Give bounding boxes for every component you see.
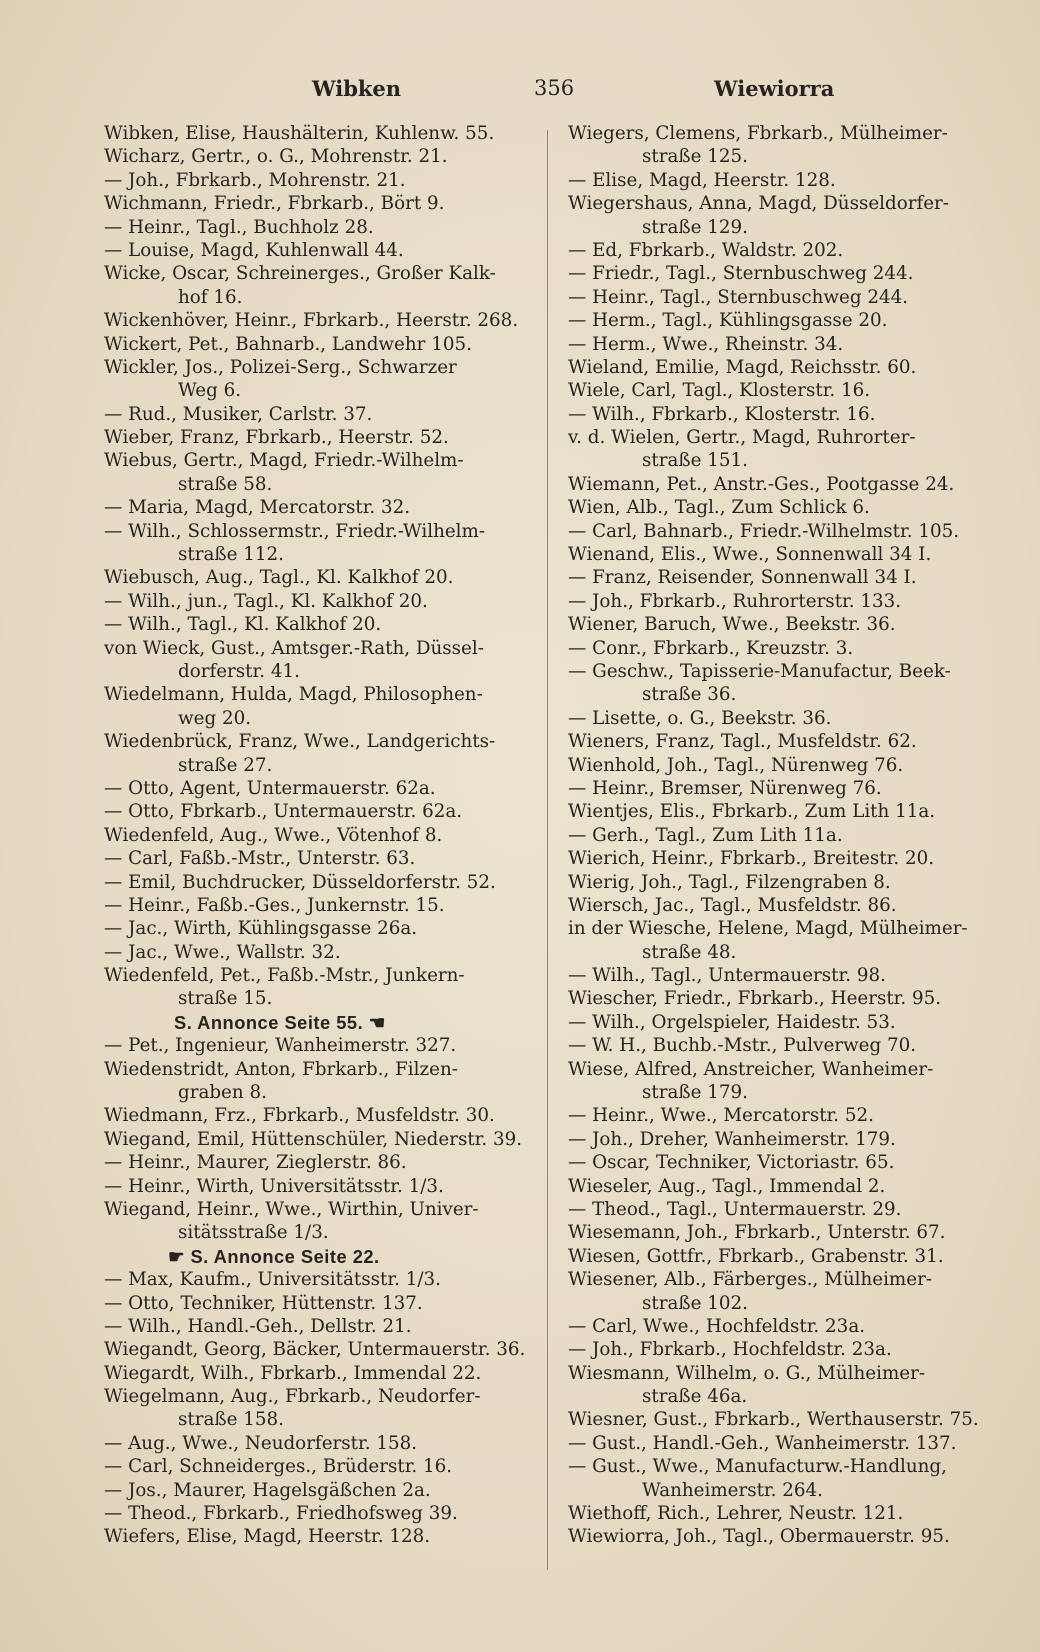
directory-entry: Wientjes, Elis., Fbrkarb., Zum Lith 11a. <box>568 801 936 823</box>
directory-entry: von Wieck, Gust., Amtsger.-Rath, Düssel- <box>104 637 484 659</box>
directory-entry: — Elise, Magd, Heerstr. 128. <box>568 169 836 191</box>
entry-continuation: weg 20. <box>178 707 252 729</box>
directory-entry: Wicke, Oscar, Schreinerges., Großer Kalk- <box>104 263 496 285</box>
directory-entry: — Wilh., Orgelspieler, Haidestr. 53. <box>568 1011 896 1033</box>
entry-continuation: straße 58. <box>178 473 273 495</box>
directory-entry: Wiegandt, Georg, Bäcker, Untermauerstr. 36. <box>104 1339 526 1361</box>
directory-entry: — Pet., Ingenieur, Wanheimerstr. 327. <box>104 1035 457 1057</box>
directory-entry: — Lisette, o. G., Beekstr. 36. <box>568 707 832 729</box>
directory-entry: Wiesemann, Joh., Fbrkarb., Unterstr. 67. <box>568 1222 946 1244</box>
entry-continuation: hof 16. <box>178 286 243 308</box>
directory-entry: — Heinr., Tagl., Sternbuschweg 244. <box>568 286 909 308</box>
directory-entry: Wien, Alb., Tagl., Zum Schlick 6. <box>568 497 870 519</box>
directory-entry: — Herm., Wwe., Rheinstr. 34. <box>568 333 844 355</box>
directory-entry: — Gust., Wwe., Manufacturw.-Handlung, <box>568 1456 947 1478</box>
directory-entry: Wiese, Alfred, Anstreicher, Wanheimer- <box>568 1058 934 1080</box>
directory-entry: — Friedr., Tagl., Sternbuschweg 244. <box>568 263 914 285</box>
directory-entry: Wibken, Elise, Haushälterin, Kuhlenw. 55. <box>104 123 495 144</box>
directory-entry: — Theod., Fbrkarb., Friedhofsweg 39. <box>104 1503 458 1525</box>
right-column <box>568 122 1008 1549</box>
entry-continuation: Wanheimerstr. 264. <box>642 1479 823 1501</box>
directory-entry: — Max, Kaufm., Universitätsstr. 1/3. <box>104 1269 441 1291</box>
directory-entry: — Jos., Maurer, Hagelsgäßchen 2a. <box>104 1479 431 1501</box>
directory-entry: Wichmann, Friedr., Fbrkarb., Bört 9. <box>104 193 445 215</box>
directory-entry: — Jac., Wwe., Wallstr. 32. <box>104 941 341 963</box>
entry-continuation: dorferstr. 41. <box>178 660 300 682</box>
directory-entry: Wienhold, Joh., Tagl., Nürenweg 76. <box>568 754 904 776</box>
directory-entry: — Otto, Fbrkarb., Untermauerstr. 62a. <box>104 801 463 823</box>
directory-entry: — Heinr., Faßb.-Ges., Junkernstr. 15. <box>104 894 445 916</box>
directory-entry: — Otto, Agent, Untermauerstr. 62a. <box>104 777 436 799</box>
directory-entry: Wiemann, Pet., Anstr.-Ges., Pootgasse 24. <box>568 473 955 495</box>
column-divider <box>547 130 548 1570</box>
directory-entry: — Carl, Schneiderges., Brüderstr. 16. <box>104 1456 453 1478</box>
directory-entry: — Herm., Tagl., Kühlingsgasse 20. <box>568 310 888 332</box>
directory-entry: — Emil, Buchdrucker, Düsseldorferstr. 52. <box>104 871 496 893</box>
directory-entry: — Wilh., Tagl., Untermauerstr. 98. <box>568 965 886 987</box>
directory-entry: Wiedmann, Frz., Fbrkarb., Musfeldstr. 30. <box>104 1105 495 1127</box>
directory-entry: Wiegershaus, Anna, Magd, Düsseldorfer- <box>568 193 949 215</box>
entry-continuation: straße 112. <box>178 544 284 566</box>
directory-entry: — Joh., Fbrkarb., Ruhrorterstr. 133. <box>568 590 902 612</box>
directory-entry: — Joh., Fbrkarb., Hochfeldstr. 23a. <box>568 1339 892 1361</box>
entry-continuation: straße 46a. <box>642 1386 748 1408</box>
directory-entry: Wiethoff, Rich., Lehrer, Neustr. 121. <box>568 1503 904 1525</box>
directory-entry: Wiegelmann, Aug., Fbrkarb., Neudorfer- <box>104 1386 481 1408</box>
left-column <box>104 122 544 1549</box>
directory-entry: Wiesener, Alb., Färberges., Mülheimer- <box>568 1269 932 1291</box>
directory-entry: — Heinr., Bremser, Nürenweg 76. <box>568 777 882 799</box>
directory-entry: — Aug., Wwe., Neudorferstr. 158. <box>104 1432 418 1454</box>
directory-entry: — Wilh., jun., Tagl., Kl. Kalkhof 20. <box>104 590 428 612</box>
directory-entry: — Ed, Fbrkarb., Waldstr. 202. <box>568 239 844 261</box>
directory-entry: Wieber, Franz, Fbrkarb., Heerstr. 52. <box>104 427 449 449</box>
directory-entry: Wickenhöver, Heinr., Fbrkarb., Heerstr. 268. <box>104 310 519 332</box>
directory-entry: — Rud., Musiker, Carlstr. 37. <box>104 403 373 425</box>
directory-entry: Wiegand, Emil, Hüttenschüler, Niederstr. 39. <box>104 1128 523 1150</box>
directory-entry: — Maria, Magd, Mercatorstr. 32. <box>104 497 411 519</box>
directory-entry: Wickler, Jos., Polizei-Serg., Schwarzer <box>104 356 457 378</box>
directory-entry: — Jac., Wirth, Kühlingsgasse 26a. <box>104 918 418 940</box>
entry-continuation: straße 129. <box>642 216 748 238</box>
entry-continuation: straße 151. <box>642 450 748 472</box>
directory-entry: — Wilh., Handl.-Geh., Dellstr. 21. <box>104 1315 412 1337</box>
directory-entry: Wiebus, Gertr., Magd, Friedr.-Wilhelm- <box>104 450 464 472</box>
directory-entry: Wiedenbrück, Franz, Wwe., Landgerichts- <box>104 731 496 753</box>
directory-entry: Wiegardt, Wilh., Fbrkarb., Immendal 22. <box>104 1362 482 1384</box>
running-header <box>100 76 1000 112</box>
directory-entry: Wieseler, Aug., Tagl., Immendal 2. <box>568 1175 886 1197</box>
entry-continuation: straße 27. <box>178 754 273 776</box>
directory-entry: — Franz, Reisender, Sonnenwall 34 I. <box>568 567 917 589</box>
directory-entry: — Geschw., Tapisserie-Manufactur, Beek- <box>568 660 951 682</box>
directory-entry: — Carl, Bahnarb., Friedr.-Wilhelmstr. 105. <box>568 520 960 542</box>
directory-entry: — Gerh., Tagl., Zum Lith 11a. <box>568 824 843 846</box>
directory-entry: Wiefers, Elise, Magd, Heerstr. 128. <box>104 1526 431 1548</box>
directory-entry: Wiersch, Jac., Tagl., Musfeldstr. 86. <box>568 894 897 916</box>
directory-entry: Wickert, Pet., Bahnarb., Landwehr 105. <box>104 333 472 355</box>
directory-entry: — Joh., Fbrkarb., Mohrenstr. 21. <box>104 169 406 191</box>
entry-continuation: sitätsstraße 1/3. <box>178 1222 329 1244</box>
directory-entry: — W. H., Buchb.-Mstr., Pulverweg 70. <box>568 1035 917 1057</box>
entry-continuation: straße 158. <box>178 1409 284 1431</box>
directory-entry: Wiesmann, Wilhelm, o. G., Mülheimer- <box>568 1362 926 1384</box>
directory-entry: — Heinr., Wirth, Universitätsstr. 1/3. <box>104 1175 444 1197</box>
entry-continuation: straße 179. <box>642 1082 748 1104</box>
directory-entry: Wiewiorra, Joh., Tagl., Obermauerstr. 95. <box>568 1526 950 1548</box>
directory-entry: — Oscar, Techniker, Victoriastr. 65. <box>568 1152 895 1174</box>
directory-entry: Wierig, Joh., Tagl., Filzengraben 8. <box>568 871 891 893</box>
directory-entry: Wiele, Carl, Tagl., Klosterstr. 16. <box>568 380 871 402</box>
directory-entry: — Theod., Tagl., Untermauerstr. 29. <box>568 1198 902 1220</box>
directory-entry: — Louise, Magd, Kuhlenwall 44. <box>104 239 404 261</box>
directory-entry: Wiedenfeld, Pet., Faßb.-Mstr., Junkern- <box>104 965 465 987</box>
header-first-entry: Wibken <box>312 76 402 101</box>
directory-entry: in der Wiesche, Helene, Magd, Mülheimer- <box>568 918 968 940</box>
directory-entry: Wiedelmann, Hulda, Magd, Philosophen- <box>104 684 483 706</box>
directory-entry: — Otto, Techniker, Hüttenstr. 137. <box>104 1292 423 1314</box>
directory-entry: — Gust., Handl.-Geh., Wanheimerstr. 137. <box>568 1432 957 1454</box>
directory-entry: — Wilh., Schlossermstr., Friedr.-Wilhelm- <box>104 520 486 542</box>
directory-entry: — Wilh., Fbrkarb., Klosterstr. 16. <box>568 403 876 425</box>
directory-entry: Wiegers, Clemens, Fbrkarb., Mülheimer- <box>568 123 948 144</box>
page-number: 356 <box>534 76 575 100</box>
directory-entry: Wienand, Elis., Wwe., Sonnenwall 34 I. <box>568 544 932 566</box>
directory-entry: Wiebusch, Aug., Tagl., Kl. Kalkhof 20. <box>104 567 454 589</box>
entry-continuation: straße 48. <box>642 941 737 963</box>
directory-entry: Wiesen, Gottfr., Fbrkarb., Grabenstr. 31. <box>568 1245 944 1267</box>
entry-continuation: graben 8. <box>178 1082 267 1104</box>
entry-continuation: straße 36. <box>642 684 737 706</box>
directory-entry: Wierich, Heinr., Fbrkarb., Breitestr. 20. <box>568 848 935 870</box>
directory-entry: — Joh., Dreher, Wanheimerstr. 179. <box>568 1128 896 1150</box>
directory-entry: — Wilh., Tagl., Kl. Kalkhof 20. <box>104 614 382 636</box>
entry-continuation: Weg 6. <box>178 380 242 402</box>
directory-entry: v. d. Wielen, Gertr., Magd, Ruhrorter- <box>568 427 916 449</box>
directory-entry: — Heinr., Maurer, Zieglerstr. 86. <box>104 1152 407 1174</box>
directory-entry: Wiedenfeld, Aug., Wwe., Vötenhof 8. <box>104 824 443 846</box>
entry-continuation: straße 125. <box>642 146 748 168</box>
directory-entry: Wiesner, Gust., Fbrkarb., Werthauserstr. 75. <box>568 1409 979 1431</box>
directory-entry: Wiescher, Friedr., Fbrkarb., Heerstr. 95. <box>568 988 942 1010</box>
directory-entry: — Heinr., Wwe., Mercatorstr. 52. <box>568 1105 874 1127</box>
annonce-notice: S. Annonce Seite 55. ☚ <box>174 1011 386 1033</box>
directory-entry: — Carl, Wwe., Hochfeldstr. 23a. <box>568 1315 866 1337</box>
directory-entry: Wicharz, Gertr., o. G., Mohrenstr. 21. <box>104 146 448 168</box>
directory-entry: Wieners, Franz, Tagl., Musfeldstr. 62. <box>568 731 917 753</box>
entry-continuation: straße 15. <box>178 988 273 1010</box>
header-last-entry: Wiewiorra <box>714 76 835 101</box>
directory-entry: — Conr., Fbrkarb., Kreuzstr. 3. <box>568 637 854 659</box>
directory-entry: Wiener, Baruch, Wwe., Beekstr. 36. <box>568 614 896 636</box>
entry-continuation: straße 102. <box>642 1292 748 1314</box>
directory-entry: Wieland, Emilie, Magd, Reichsstr. 60. <box>568 356 917 378</box>
directory-entry: — Heinr., Tagl., Buchholz 28. <box>104 216 374 238</box>
directory-entry: Wiegand, Heinr., Wwe., Wirthin, Univer- <box>104 1198 479 1220</box>
annonce-notice: ☛ S. Annonce Seite 22. <box>168 1245 380 1267</box>
directory-entry: Wiedenstridt, Anton, Fbrkarb., Filzen- <box>104 1058 458 1080</box>
directory-entry: — Carl, Faßb.-Mstr., Unterstr. 63. <box>104 848 416 870</box>
